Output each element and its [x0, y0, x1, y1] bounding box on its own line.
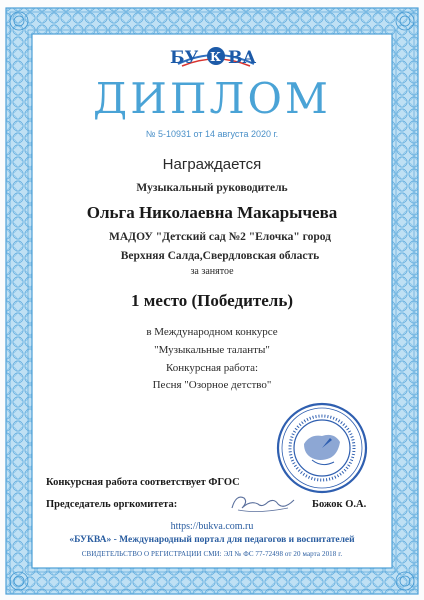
- recipient-role: Музыкальный руководитель: [136, 182, 288, 194]
- recipient-organization: МАДОУ "Детский сад №2 "Елочка" город Верхняя Салда,Свердловская область: [109, 231, 331, 262]
- portal-description: «БУКВА» - Международный портал для педагогов и воспитателей: [69, 535, 355, 545]
- contest-name: "Музыкальные таланты": [154, 344, 270, 356]
- chair-label: Председатель оргкомитета:: [46, 499, 178, 510]
- website-link[interactable]: https://bukva.com.ru: [170, 521, 254, 532]
- official-seal: [276, 402, 368, 494]
- contest-intro: в Международном конкурсе: [146, 326, 278, 338]
- diploma-number: № 5-10931 от 14 августа 2020 г.: [145, 129, 279, 139]
- recipient-name: Ольга Николаевна Макарычева: [86, 203, 338, 222]
- fgos-compliance: Конкурсная работа соответствует ФГОС: [46, 477, 240, 488]
- work-label: Конкурсная работа:: [165, 362, 259, 374]
- work-name: Песня "Озорное детство": [152, 379, 272, 391]
- chair-signature: [228, 488, 298, 518]
- chair-name: Божок О.А.: [312, 499, 367, 510]
- place-result: 1 место (Победитель): [131, 291, 293, 310]
- bukva-logo: [168, 40, 264, 74]
- svg-text:БУ: БУ: [170, 48, 199, 68]
- svg-text:ВА: ВА: [228, 48, 257, 68]
- for-label: за занятое: [190, 266, 234, 277]
- svg-text:К: К: [210, 50, 221, 64]
- awarded-heading: Награждается: [162, 156, 262, 173]
- registration-certificate: СВИДЕТЕЛЬСТВО О РЕГИСТРАЦИИ СМИ: ЭЛ № ФС 77-72498 от 20 марта 2018 г.: [81, 550, 343, 558]
- diploma-title: ДИПЛОМ: [93, 74, 331, 123]
